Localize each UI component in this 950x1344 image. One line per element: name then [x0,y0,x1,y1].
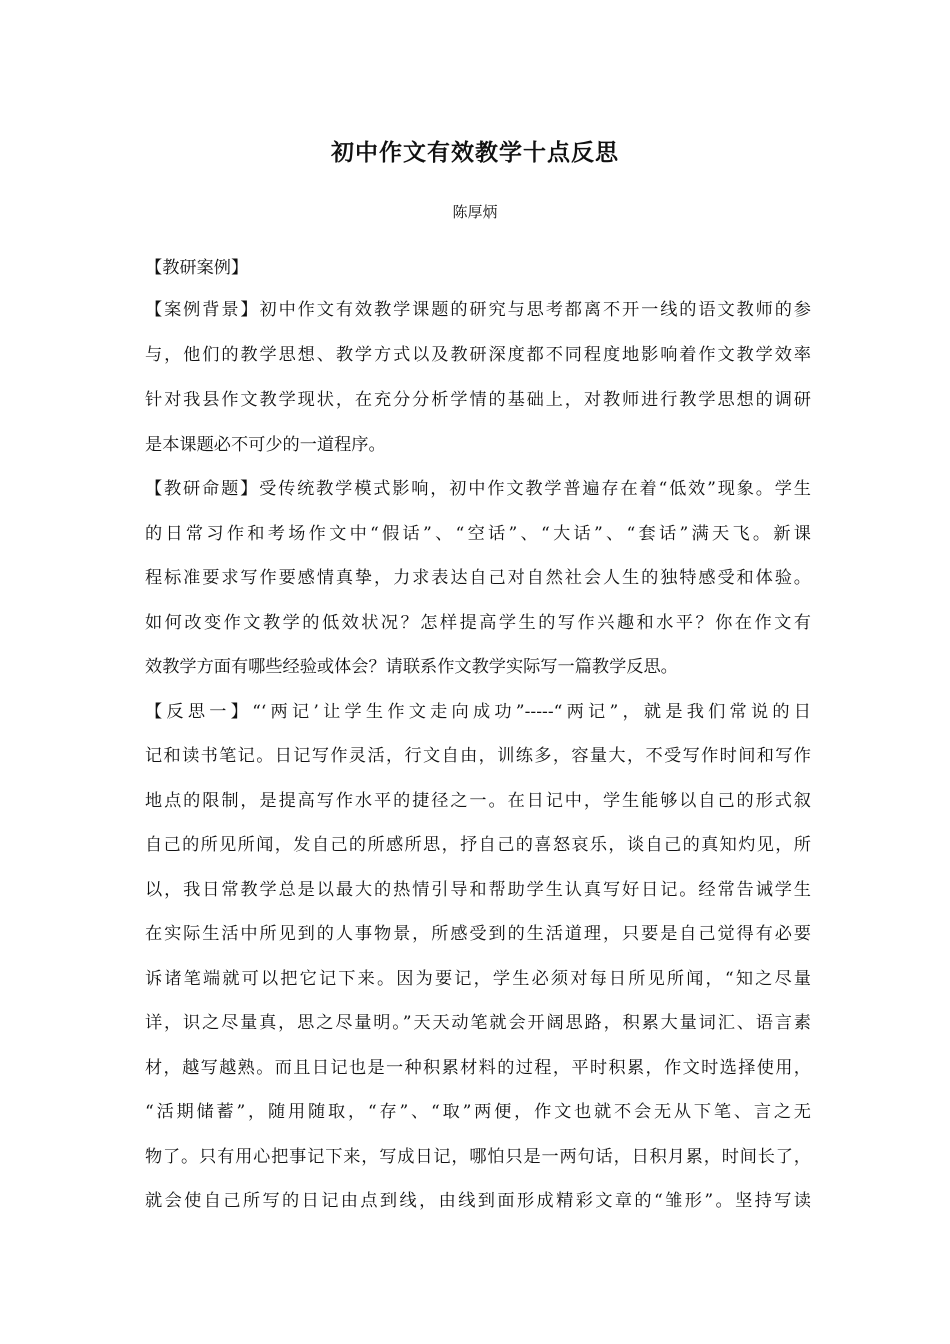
body-line: 针对我县作文教学现状，在充分分析学情的基础上，对教师进行教学思想的调研 [145,390,811,410]
body-line: 【教研命题】受传统教学模式影响，初中作文教学普遍存在着“低效”现象。学生 [145,479,811,499]
body-line: 以，我日常教学总是以最大的热情引导和帮助学生认真写好日记。经常告诫学生 [145,880,811,900]
body-line: 程标准要求写作要感情真挚，力求表达自己对自然社会人生的独特感受和体验。 [145,568,811,588]
body-line: 材，越写越熟。而且日记也是一种积累材料的过程，平时积累，作文时选择使用， [145,1058,811,1078]
body-line: 如何改变作文教学的低效状况？怎样提高学生的写作兴趣和水平？你在作文有 [145,613,811,633]
body-line: 详，识之尽量真，思之尽量明。”天天动笔就会开阔思路，积累大量词汇、语言素 [145,1013,811,1033]
body-line: 的日常习作和考场作文中“假话”、“空话”、“大话”、“套话”满天飞。新课 [145,524,811,544]
heading-jiaoyan-anli: 【教研案例】 [145,258,249,278]
body-line: 与，他们的教学思想、教学方式以及教研深度都不同程度地影响着作文教学效率 [145,345,811,365]
body-line: 自己的所见所闻，发自己的所感所思，抒自己的喜怒哀乐，谈自己的真知灼见，所 [145,835,811,855]
body-line: 地点的限制，是提高写作水平的捷径之一。在日记中，学生能够以自己的形式叙 [145,791,811,811]
document-author: 陈厚炳 [452,203,498,221]
body-line: 效教学方面有哪些经验或体会？请联系作文教学实际写一篇教学反思。 [145,657,678,677]
body-line: 物了。只有用心把事记下来，写成日记，哪怕只是一两句话，日积月累，时间长了， [145,1147,811,1167]
body-line: 诉诸笔端就可以把它记下来。因为要记，学生必须对每日所见所闻，“知之尽量 [145,969,811,989]
body-line: 【反思一】“‘两记’让学生作文走向成功”-----“两记”，就是我们常说的日 [145,702,811,722]
body-line: 在实际生活中所见到的人事物景，所感受到的生活道理，只要是自己觉得有必要 [145,924,811,944]
body-line: 就会使自己所写的日记由点到线，由线到面形成精彩文章的“雏形”。坚持写读 [145,1191,811,1211]
body-line: “活期储蓄”，随用随取，“存”、“取”两便，作文也就不会无从下笔、言之无 [145,1102,811,1122]
document-title: 初中作文有效教学十点反思 [331,139,619,166]
body-line: 是本课题必不可少的一道程序。 [145,435,386,455]
body-line: 记和读书笔记。日记写作灵活，行文自由，训练多，容量大，不受写作时间和写作 [145,746,811,766]
body-line: 【案例背景】初中作文有效教学课题的研究与思考都离不开一线的语文教师的参 [145,300,811,320]
